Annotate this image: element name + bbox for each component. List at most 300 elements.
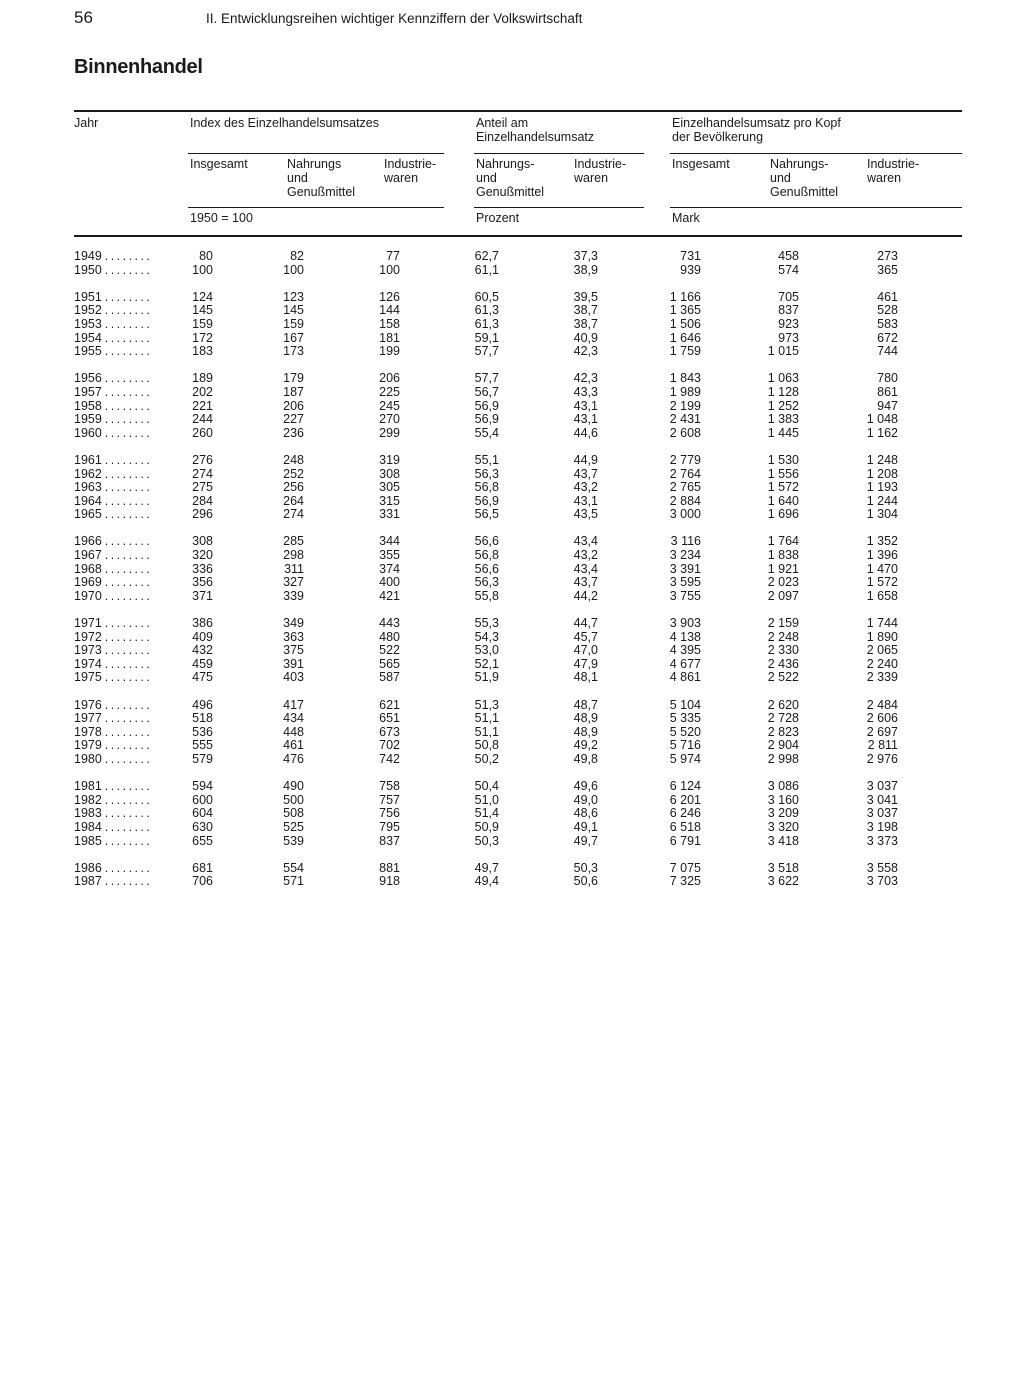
cell-year: 1955 . . . — [74, 345, 149, 359]
table-body — [74, 250, 964, 903]
cell-share-industrial: 48,7 — [573, 697, 598, 712]
cell-share-food: 56,9 — [474, 493, 499, 508]
cell-index-total: 320 — [192, 548, 213, 563]
cell-index-food: 500 — [283, 792, 304, 807]
cell-share-food: 50,4 — [474, 779, 499, 794]
cell-pc-industrial: 744 — [877, 344, 898, 359]
cell-index-food: 571 — [283, 874, 304, 889]
cell-pc-industrial: 2 065 — [866, 643, 898, 658]
header-index-food: Nahrungs und Genußmittel — [287, 157, 356, 199]
cell-index-total: 432 — [192, 643, 213, 658]
unit-rule-index — [188, 207, 444, 208]
cell-year: 1954 . . . — [74, 332, 149, 346]
header-index-industrial: Industrie- waren — [384, 157, 437, 185]
cell-share-industrial: 45,7 — [573, 629, 598, 644]
cell-year: 1950 . . . — [74, 264, 149, 278]
cell-share-industrial: 44,9 — [573, 452, 598, 467]
cell-year: 1951 . . . — [74, 291, 149, 305]
cell-year: 1975 . . . — [74, 671, 149, 685]
cell-share-food: 56,3 — [474, 575, 499, 590]
cell-year: 1985 . . . — [74, 835, 149, 849]
table-row — [74, 318, 964, 332]
cell-pc-food: 1 015 — [767, 344, 799, 359]
cell-index-food: 434 — [283, 711, 304, 726]
cell-pc-industrial: 1 193 — [866, 480, 898, 495]
cell-year: 1970 . . . — [74, 590, 149, 604]
table-row — [74, 807, 964, 821]
cell-index-food: 417 — [283, 697, 304, 712]
cell-pc-food: 2 522 — [767, 670, 799, 685]
cell-share-food: 61,3 — [474, 316, 499, 331]
cell-index-industrial: 181 — [379, 330, 400, 345]
cell-index-industrial: 400 — [379, 575, 400, 590]
cell-year: 1973 . . . — [74, 644, 149, 658]
cell-year: 1971 . . . — [74, 617, 149, 631]
cell-index-industrial: 480 — [379, 629, 400, 644]
cell-share-industrial: 48,9 — [573, 711, 598, 726]
table-row — [74, 699, 964, 713]
cell-pc-food: 2 248 — [767, 629, 799, 644]
cell-index-total: 536 — [192, 724, 213, 739]
cell-share-industrial: 43,3 — [573, 384, 598, 399]
table-row — [74, 794, 964, 808]
table-row — [74, 875, 964, 889]
cell-index-food: 391 — [283, 656, 304, 671]
cell-share-food: 51,3 — [474, 697, 499, 712]
cell-share-food: 61,3 — [474, 303, 499, 318]
cell-pc-total: 2 765 — [669, 480, 701, 495]
cell-index-food: 159 — [283, 316, 304, 331]
cell-index-food: 248 — [283, 452, 304, 467]
table-row — [74, 862, 964, 876]
cell-index-total: 600 — [192, 792, 213, 807]
cell-year: 1980 . . . — [74, 753, 149, 767]
cell-year: 1959 . . . — [74, 413, 149, 427]
row-group — [74, 699, 964, 767]
cell-index-total: 336 — [192, 561, 213, 576]
cell-pc-food: 2 728 — [767, 711, 799, 726]
cell-year: 1976 . . . — [74, 699, 149, 713]
cell-share-industrial: 37,3 — [573, 249, 598, 263]
cell-share-food: 56,7 — [474, 384, 499, 399]
cell-index-industrial: 77 — [386, 249, 400, 263]
header-pc-total: Insgesamt — [672, 157, 730, 171]
cell-share-food: 51,1 — [474, 724, 499, 739]
cell-index-food: 508 — [283, 806, 304, 821]
table-row — [74, 753, 964, 767]
cell-pc-industrial: 583 — [877, 316, 898, 331]
cell-share-food: 61,1 — [474, 262, 499, 277]
cell-pc-industrial: 3 558 — [866, 860, 898, 875]
cell-index-food: 187 — [283, 384, 304, 399]
cell-pc-food: 2 159 — [767, 616, 799, 631]
table-row — [74, 535, 964, 549]
cell-share-industrial: 48,6 — [573, 806, 598, 821]
cell-share-industrial: 49,0 — [573, 792, 598, 807]
cell-index-industrial: 443 — [379, 616, 400, 631]
table-row — [74, 345, 964, 359]
cell-share-food: 50,8 — [474, 738, 499, 753]
row-group — [74, 862, 964, 889]
cell-index-industrial: 305 — [379, 480, 400, 495]
cell-index-food: 285 — [283, 534, 304, 549]
cell-index-food: 167 — [283, 330, 304, 345]
cell-index-food: 403 — [283, 670, 304, 685]
cell-index-industrial: 756 — [379, 806, 400, 821]
cell-index-food: 327 — [283, 575, 304, 590]
cell-share-industrial: 39,5 — [573, 289, 598, 304]
table-row — [74, 549, 964, 563]
cell-share-industrial: 38,7 — [573, 316, 598, 331]
cell-pc-food: 923 — [778, 316, 799, 331]
cell-share-industrial: 47,9 — [573, 656, 598, 671]
cell-share-industrial: 43,5 — [573, 507, 598, 522]
cell-pc-industrial: 1 352 — [866, 534, 898, 549]
cell-pc-total: 3 116 — [670, 534, 701, 549]
header-group-share: Anteil am Einzelhandelsumsatz — [476, 116, 595, 144]
running-head: II. Entwicklungsreihen wichtiger Kennziffern der Volkswirtschaft — [206, 11, 583, 26]
cell-year: 1978 . . . — [74, 726, 149, 740]
cell-share-food: 56,6 — [474, 534, 499, 549]
cell-share-industrial: 43,1 — [573, 412, 598, 427]
cell-year: 1965 . . . — [74, 508, 149, 522]
cell-share-food: 50,2 — [474, 751, 499, 766]
cell-share-industrial: 43,2 — [573, 480, 598, 495]
cell-index-total: 579 — [192, 751, 213, 766]
table-row — [74, 264, 964, 278]
cell-share-industrial: 48,1 — [573, 670, 598, 685]
cell-index-total: 706 — [192, 874, 213, 889]
cell-share-food: 62,7 — [474, 249, 499, 263]
cell-share-food: 56,8 — [474, 548, 499, 563]
cell-pc-food: 705 — [778, 289, 799, 304]
header-group-index: Index des Einzelhandelsumsatzes — [190, 116, 380, 130]
cell-pc-total: 2 884 — [669, 493, 701, 508]
cell-index-industrial: 158 — [379, 316, 400, 331]
cell-index-total: 189 — [192, 371, 213, 386]
cell-index-total: 145 — [192, 303, 213, 318]
cell-share-industrial: 44,2 — [573, 588, 598, 603]
cell-index-industrial: 881 — [379, 860, 400, 875]
cell-pc-industrial: 1 244 — [866, 493, 898, 508]
cell-index-industrial: 199 — [379, 344, 400, 359]
table-row — [74, 590, 964, 604]
header-index-total: Insgesamt — [190, 157, 248, 171]
cell-pc-total: 2 431 — [669, 412, 701, 427]
cell-index-total: 276 — [192, 452, 213, 467]
cell-pc-total: 939 — [680, 262, 701, 277]
cell-pc-total: 6 124 — [669, 779, 701, 794]
table-row — [74, 372, 964, 386]
cell-pc-industrial: 461 — [877, 289, 898, 304]
unit-per-capita: Mark — [672, 211, 700, 225]
cell-index-total: 202 — [192, 384, 213, 399]
cell-pc-food: 458 — [778, 249, 799, 263]
header-share-industrial: Industrie- waren — [574, 157, 627, 185]
cell-pc-food: 3 209 — [767, 806, 799, 821]
unit-share: Prozent — [476, 211, 520, 225]
header-rule-share — [474, 153, 644, 154]
cell-year: 1968 . . . — [74, 563, 149, 577]
cell-index-total: 594 — [192, 779, 213, 794]
cell-year: 1984 . . . — [74, 821, 149, 835]
cell-index-food: 252 — [283, 466, 304, 481]
table-row — [74, 468, 964, 482]
cell-pc-total: 4 861 — [669, 670, 701, 685]
cell-pc-food: 2 620 — [767, 697, 799, 712]
cell-index-total: 296 — [192, 507, 213, 522]
cell-share-food: 56,5 — [474, 507, 499, 522]
cell-pc-total: 6 791 — [669, 833, 701, 848]
cell-index-industrial: 308 — [379, 466, 400, 481]
cell-index-food: 298 — [283, 548, 304, 563]
cell-index-total: 555 — [192, 738, 213, 753]
table-row — [74, 250, 964, 264]
cell-pc-food: 1 530 — [767, 452, 799, 467]
cell-pc-industrial: 3 041 — [866, 792, 898, 807]
cell-pc-food: 2 904 — [767, 738, 799, 753]
cell-index-total: 172 — [192, 330, 213, 345]
cell-pc-food: 3 622 — [767, 874, 799, 889]
cell-pc-total: 1 166 — [669, 289, 701, 304]
cell-index-industrial: 837 — [379, 833, 400, 848]
row-group — [74, 780, 964, 848]
cell-index-industrial: 522 — [379, 643, 400, 658]
cell-pc-total: 5 974 — [669, 751, 701, 766]
cell-pc-total: 2 199 — [669, 398, 701, 413]
cell-pc-industrial: 1 396 — [866, 548, 898, 563]
cell-index-food: 82 — [290, 249, 304, 263]
table-row — [74, 835, 964, 849]
cell-year: 1977 . . . — [74, 712, 149, 726]
cell-index-total: 124 — [192, 289, 213, 304]
cell-pc-food: 1 063 — [767, 371, 799, 386]
cell-share-industrial: 49,1 — [573, 819, 598, 834]
cell-index-total: 284 — [192, 493, 213, 508]
cell-pc-food: 2 436 — [767, 656, 799, 671]
cell-pc-industrial: 528 — [877, 303, 898, 318]
cell-year: 1956 . . . — [74, 372, 149, 386]
cell-pc-food: 837 — [778, 303, 799, 318]
cell-year: 1962 . . . — [74, 468, 149, 482]
cell-pc-industrial: 861 — [877, 384, 898, 399]
cell-pc-food: 1 640 — [767, 493, 799, 508]
cell-share-industrial: 42,3 — [573, 344, 598, 359]
cell-pc-total: 4 395 — [669, 643, 701, 658]
cell-pc-total: 3 755 — [669, 588, 701, 603]
row-group — [74, 535, 964, 603]
cell-index-total: 183 — [192, 344, 213, 359]
cell-index-industrial: 245 — [379, 398, 400, 413]
cell-index-food: 256 — [283, 480, 304, 495]
cell-index-industrial: 206 — [379, 371, 400, 386]
table-row — [74, 671, 964, 685]
table-row — [74, 644, 964, 658]
cell-share-industrial: 43,2 — [573, 548, 598, 563]
cell-pc-food: 1 838 — [767, 548, 799, 563]
cell-share-food: 51,0 — [474, 792, 499, 807]
cell-pc-food: 3 518 — [767, 860, 799, 875]
header-pc-food: Nahrungs- und Genußmittel — [770, 157, 839, 199]
cell-index-food: 264 — [283, 493, 304, 508]
cell-share-industrial: 43,7 — [573, 575, 598, 590]
cell-year: 1986 . . . — [74, 862, 149, 876]
cell-share-industrial: 49,6 — [573, 779, 598, 794]
cell-index-total: 100 — [192, 262, 213, 277]
cell-pc-industrial: 1 744 — [866, 616, 898, 631]
cell-share-food: 56,9 — [474, 412, 499, 427]
cell-share-industrial: 50,3 — [573, 860, 598, 875]
cell-index-industrial: 421 — [379, 588, 400, 603]
table-row — [74, 726, 964, 740]
cell-share-industrial: 47,0 — [573, 643, 598, 658]
cell-share-food: 52,1 — [474, 656, 499, 671]
cell-share-industrial: 44,6 — [573, 425, 598, 440]
cell-pc-food: 1 252 — [767, 398, 799, 413]
cell-pc-industrial: 3 373 — [866, 833, 898, 848]
cell-pc-industrial: 2 811 — [867, 738, 898, 753]
cell-share-industrial: 43,4 — [573, 534, 598, 549]
header-bottom-rule — [74, 235, 962, 237]
cell-pc-total: 1 989 — [669, 384, 701, 399]
table-row — [74, 332, 964, 346]
header-year: Jahr — [74, 116, 99, 130]
cell-pc-total: 7 075 — [669, 860, 701, 875]
cell-index-industrial: 319 — [379, 452, 400, 467]
table-row — [74, 576, 964, 590]
cell-index-total: 681 — [192, 860, 213, 875]
cell-index-industrial: 374 — [379, 561, 400, 576]
cell-pc-total: 1 506 — [669, 316, 701, 331]
cell-index-total: 386 — [192, 616, 213, 631]
cell-index-total: 356 — [192, 575, 213, 590]
cell-index-industrial: 331 — [379, 507, 400, 522]
cell-year: 1974 . . . — [74, 658, 149, 672]
cell-pc-food: 1 921 — [767, 561, 799, 576]
table-row — [74, 658, 964, 672]
cell-index-food: 539 — [283, 833, 304, 848]
cell-pc-total: 731 — [680, 249, 701, 263]
cell-pc-industrial: 780 — [877, 371, 898, 386]
cell-pc-industrial: 1 658 — [866, 588, 898, 603]
table-row — [74, 712, 964, 726]
cell-index-total: 475 — [192, 670, 213, 685]
table-row — [74, 739, 964, 753]
cell-share-food: 56,3 — [474, 466, 499, 481]
cell-pc-industrial: 1 470 — [866, 561, 898, 576]
cell-pc-industrial: 1 304 — [866, 507, 898, 522]
cell-index-industrial: 621 — [379, 697, 400, 712]
row-group — [74, 617, 964, 685]
cell-index-industrial: 742 — [379, 751, 400, 766]
cell-pc-industrial: 672 — [877, 330, 898, 345]
cell-share-industrial: 43,7 — [573, 466, 598, 481]
cell-pc-industrial: 1 890 — [866, 629, 898, 644]
cell-pc-total: 1 646 — [669, 330, 701, 345]
cell-index-total: 604 — [192, 806, 213, 821]
cell-share-industrial: 42,3 — [573, 371, 598, 386]
cell-share-industrial: 38,9 — [573, 262, 598, 277]
cell-index-total: 409 — [192, 629, 213, 644]
cell-year: 1957 . . . — [74, 386, 149, 400]
cell-index-total: 275 — [192, 480, 213, 495]
cell-index-food: 525 — [283, 819, 304, 834]
table-row — [74, 495, 964, 509]
cell-share-food: 55,3 — [474, 616, 499, 631]
cell-pc-industrial: 3 037 — [866, 779, 898, 794]
cell-pc-total: 3 595 — [669, 575, 701, 590]
cell-index-food: 476 — [283, 751, 304, 766]
cell-index-total: 159 — [192, 316, 213, 331]
cell-index-food: 375 — [283, 643, 304, 658]
cell-pc-industrial: 3 703 — [866, 874, 898, 889]
cell-index-industrial: 587 — [379, 670, 400, 685]
table-row — [74, 631, 964, 645]
cell-index-total: 274 — [192, 466, 213, 481]
cell-year: 1963 . . . — [74, 481, 149, 495]
header-share-food: Nahrungs- und Genußmittel — [476, 157, 545, 199]
cell-share-food: 55,1 — [474, 452, 499, 467]
cell-year: 1958 . . . — [74, 400, 149, 414]
cell-pc-total: 1 759 — [669, 344, 701, 359]
cell-pc-total: 3 391 — [669, 561, 701, 576]
cell-pc-industrial: 365 — [877, 262, 898, 277]
cell-pc-industrial: 2 606 — [866, 711, 898, 726]
cell-year: 1979 . . . — [74, 739, 149, 753]
cell-pc-food: 2 330 — [767, 643, 799, 658]
cell-index-food: 236 — [283, 425, 304, 440]
cell-pc-total: 2 764 — [669, 466, 701, 481]
cell-year: 1953 . . . — [74, 318, 149, 332]
cell-pc-food: 2 823 — [767, 724, 799, 739]
cell-share-food: 59,1 — [474, 330, 499, 345]
cell-share-food: 50,9 — [474, 819, 499, 834]
cell-pc-industrial: 2 976 — [866, 751, 898, 766]
cell-index-food: 461 — [283, 738, 304, 753]
cell-share-food: 49,4 — [474, 874, 499, 889]
table-row — [74, 427, 964, 441]
cell-index-total: 518 — [192, 711, 213, 726]
cell-index-total: 244 — [192, 412, 213, 427]
row-group — [74, 250, 964, 277]
cell-pc-food: 1 572 — [767, 480, 799, 495]
cell-pc-total: 2 608 — [669, 425, 701, 440]
cell-index-total: 496 — [192, 697, 213, 712]
cell-share-food: 56,6 — [474, 561, 499, 576]
cell-index-industrial: 757 — [379, 792, 400, 807]
cell-year: 1967 . . . — [74, 549, 149, 563]
cell-pc-total: 3 000 — [669, 507, 701, 522]
cell-share-food: 49,7 — [474, 860, 499, 875]
cell-pc-total: 5 520 — [669, 724, 701, 739]
cell-index-food: 311 — [284, 561, 304, 576]
cell-pc-industrial: 1 248 — [866, 452, 898, 467]
cell-pc-industrial: 1 572 — [866, 575, 898, 590]
cell-pc-industrial: 2 339 — [866, 670, 898, 685]
cell-share-industrial: 43,1 — [573, 493, 598, 508]
cell-index-food: 448 — [283, 724, 304, 739]
unit-rule-per-capita — [670, 207, 962, 208]
table-row — [74, 508, 964, 522]
cell-index-total: 80 — [199, 249, 213, 263]
cell-pc-total: 5 104 — [669, 697, 701, 712]
cell-share-food: 57,7 — [474, 371, 499, 386]
cell-index-food: 339 — [283, 588, 304, 603]
cell-share-industrial: 38,7 — [573, 303, 598, 318]
cell-index-industrial: 100 — [379, 262, 400, 277]
cell-pc-food: 1 445 — [767, 425, 799, 440]
row-group — [74, 291, 964, 359]
